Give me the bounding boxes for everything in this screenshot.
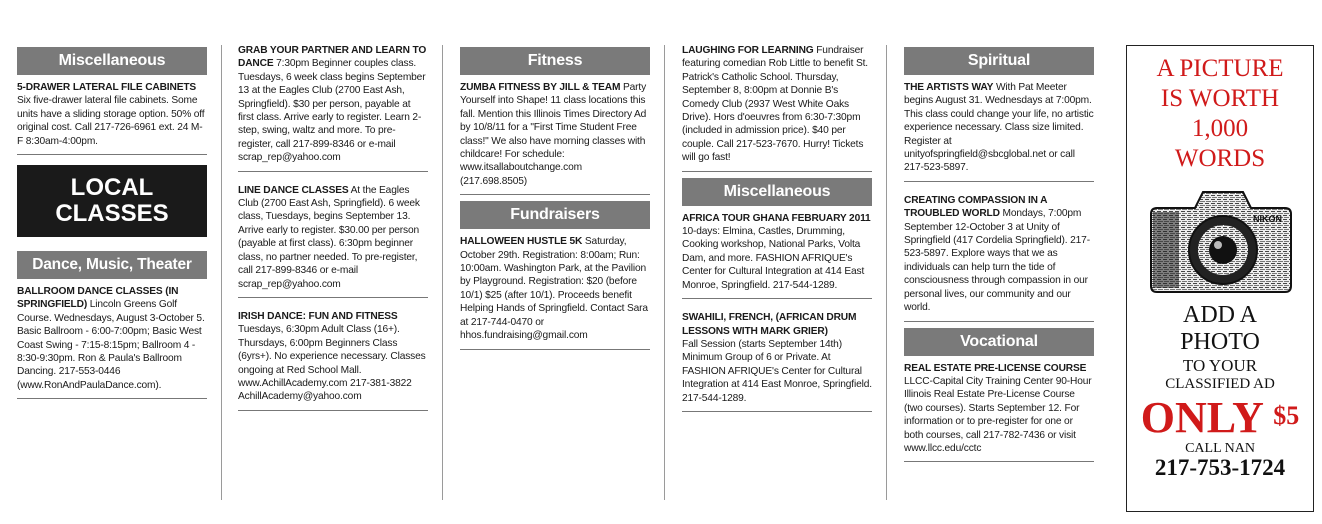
ad-classified-ad: CLASSIFIED AD [1165,376,1275,392]
ad-headline-line-3: 1,000 [1191,115,1249,142]
listing-halloween-hustle [460,229,650,349]
listing-file-cabinets [17,75,207,155]
section-heading-miscellaneous: Miscellaneous [682,178,872,206]
listing-irish-dance [238,304,428,411]
listing-body: With Pat Meeter begins August 31. Wednesdays at 7:00pm. This class could change your life, no artistic experience necessary. Class size limited. Register at unityofspringfield@sbcglobal.net or call 217-523-5897. [904,82,1094,174]
column-2 [238,40,428,417]
listing-title: GRAB YOUR PARTNER AND LEARN TO DANCE [238,45,427,70]
column-3 [460,45,650,356]
listing-real-estate [904,356,1094,463]
listing-grab-your-partner [238,40,428,172]
listing-title: LAUGHING FOR LEARNING [682,45,814,56]
listing-body: 7:30pm Beginner couples class. Tuesdays, 6 week class begins September 13 at the Eagles Club (2700 East Ash, Springfield). $30 per person, payable at first class. Arrive early to register. Learn 2-step, swing, waltz and more. To pre-register, call 217-899-8346 or e-mail scrap_rep@yahoo.com [238,58,426,164]
section-heading-fitness: Fitness [460,47,650,75]
listing-body: Mondays, 7:00pm September 12-October 3 at Unity of Springfield (417 Cordelia Springfield). 217-523-5897. Explore ways that we as individuals can help turn the tide of consciousness through compassion in our personal lives, our community and our world. [904,208,1090,314]
listing-body: LLCC-Capital City Training Center 90-Hour Illinois Real Estate Pre-License Course (two courses). Starts September 12. For information or to pre-register for one or both courses, call 217-782-7436 or visit www.llcc.edu/cctc [904,375,1092,454]
listing-creating-compassion [904,188,1094,322]
column-divider [221,45,222,500]
ad-add-photo [1127,302,1313,356]
ad-to-your: TO YOUR [1182,356,1258,375]
ad-price-value: $5 [1273,401,1300,430]
camera-brand-label: NIKON [1253,214,1282,224]
ad-phone-number: 217-753-1724 [1154,455,1286,480]
ad-price [1127,393,1313,442]
listing-body: At the Eagles Club (2700 East Ash, Springfield). 6 week class, Tuesdays, begins September 13. Arrive early to register. $30.00 per person (payable at first class). 6:30pm beginner class, no partner needed. To pre-register, call 217-899-8346 or e-mail scrap_rep@yahoo.com [238,184,420,290]
listing-title: 5-DRAWER LATERAL FILE CABINETS [17,82,197,93]
section-heading-spiritual: Spiritual [904,47,1094,75]
ad-headline-line-2: IS WORTH [1160,85,1280,112]
listing-body: Fall Session (starts September 14th) Minimum Group of 6 or Private. At FASHION AFRIQUE's Center for Cultural Integration at 414 East Monroe, Springfield. 217-544-1289. [682,338,872,404]
column-divider [886,45,887,500]
listing-title: ZUMBA FITNESS BY JILL & TEAM [460,82,621,93]
listing-title: BALLROOM DANCE CLASSES (IN SPRINGFIELD) [17,286,179,311]
section-heading-fundraisers: Fundraisers [460,201,650,229]
listing-title: HALLOWEEN HUSTLE 5K [460,236,583,248]
ad-headline-line-4: WORDS [1174,145,1266,172]
ad-only-label: ONLY [1140,393,1263,442]
listing-swahili-french [682,305,872,412]
banner-line-2: CLASSES [55,200,169,228]
listing-body: Lincoln Greens Golf Course. Wednesdays, August 3-October 5. Basic Ballroom - 6:00-7:00pm; Basic West Coast Swing - 7:15-8:15pm; Ballroom 4 - 8:30-9:30pm. Ron & Paula's Ballroom Dancing. 217-553-0446 (www.RonAndPaulaDance.com). [17,299,205,391]
column-divider [442,45,443,500]
listing-title: SWAHILI, FRENCH, (AFRICAN DRUM LESSONS WITH MARK GRIER) [682,312,857,337]
section-heading-miscellaneous: Miscellaneous [17,47,207,75]
banner-line-1: LOCAL [70,174,154,202]
listing-africa-tour [682,206,872,299]
section-heading-dance-music-theater: Dance, Music, Theater [17,251,207,279]
camera-icon [1145,178,1295,298]
listing-line-dance [238,178,428,298]
listing-title: REAL ESTATE PRE-LICENSE COURSE [904,362,1087,374]
listing-body: 10-days: Elmina, Castles, Drumming, Cooking workshop, National Parks, Volta Dam, and more. FASHION AFRIQUE's Center for Cultural Integration at 414 East Monroe, Springfield. 217-544-1289. [682,226,865,291]
listing-title: CREATING COMPASSION IN A TROUBLED WORLD [904,194,1047,220]
listing-title: IRISH DANCE: FUN AND FITNESS [238,310,398,322]
local-classes-banner [17,165,207,237]
listing-body: Tuesdays, 6:30pm Adult Class (16+). Thursdays, 6:00pm Beginners Class (6yrs+). No experience necessary. Classes ongoing at Red School Mall. www.AchillAcademy.com 217-381-3822 AchillAcademy@yahoo.com [238,324,426,403]
listing-laughing-for-learning [682,40,872,172]
listing-body: Fundraiser featuring comedian Rob Little to benefit St. Patrick's Catholic School. Thursday, September 8, 8:00pm at Donnie B's Comedy Club (2937 West White Oaks Drive). Hors d'oeuvres from 6:30-7:30pm (included in admission price). $40 per couple. Call 217-523-7670. Hurry! Tickets will go fast! [682,45,868,164]
column-4 [682,40,872,418]
section-heading-vocational: Vocational [904,328,1094,356]
listing-zumba [460,75,650,195]
photo-classified-ad [1126,45,1314,512]
listing-body: Six five-drawer lateral file cabinets. Some units have a sliding storage option. 50% off original cost. Call 217-726-6961 ext. 24 M-F 8:30am-4:00pm. [17,95,205,147]
ad-call-label: CALL NAN [1185,441,1255,456]
ad-add-line-2: PHOTO [1180,329,1260,355]
column-divider [664,45,665,500]
ad-headline [1127,54,1313,174]
listing-ballroom-dance [17,279,207,399]
listing-artists-way [904,75,1094,182]
column-5 [904,45,1094,468]
column-1 [17,45,207,405]
listing-title: LINE DANCE CLASSES [238,184,349,196]
listing-title: AFRICA TOUR GHANA FEBRUARY 2011 [682,212,871,224]
ad-headline-line-1: A PICTURE [1156,55,1284,82]
ad-add-line-1: ADD A [1182,302,1257,328]
listing-body: Saturday, October 29th. Registration: 8:00am; Run: 10:00am. Washington Park, at the Pavilion by Playground. Registration: $20 (before 10/1) $25 (after 10/1). Proceeds benefit Helping Hands of Springfield. Contact Sara at 217-744-0470 or hhos.fundraising@gmail.com [460,236,648,342]
listing-title: THE ARTISTS WAY [904,82,994,93]
listing-body: Party Yourself into Shape! 11 class locations this fall. Mention this Illinois Times Directory Ad by 10/8/11 for a "First Time Student Free class!" We also have morning classes with childcare! For schedule: www.itsallaboutchange.com (217.698.8505) [460,82,647,187]
